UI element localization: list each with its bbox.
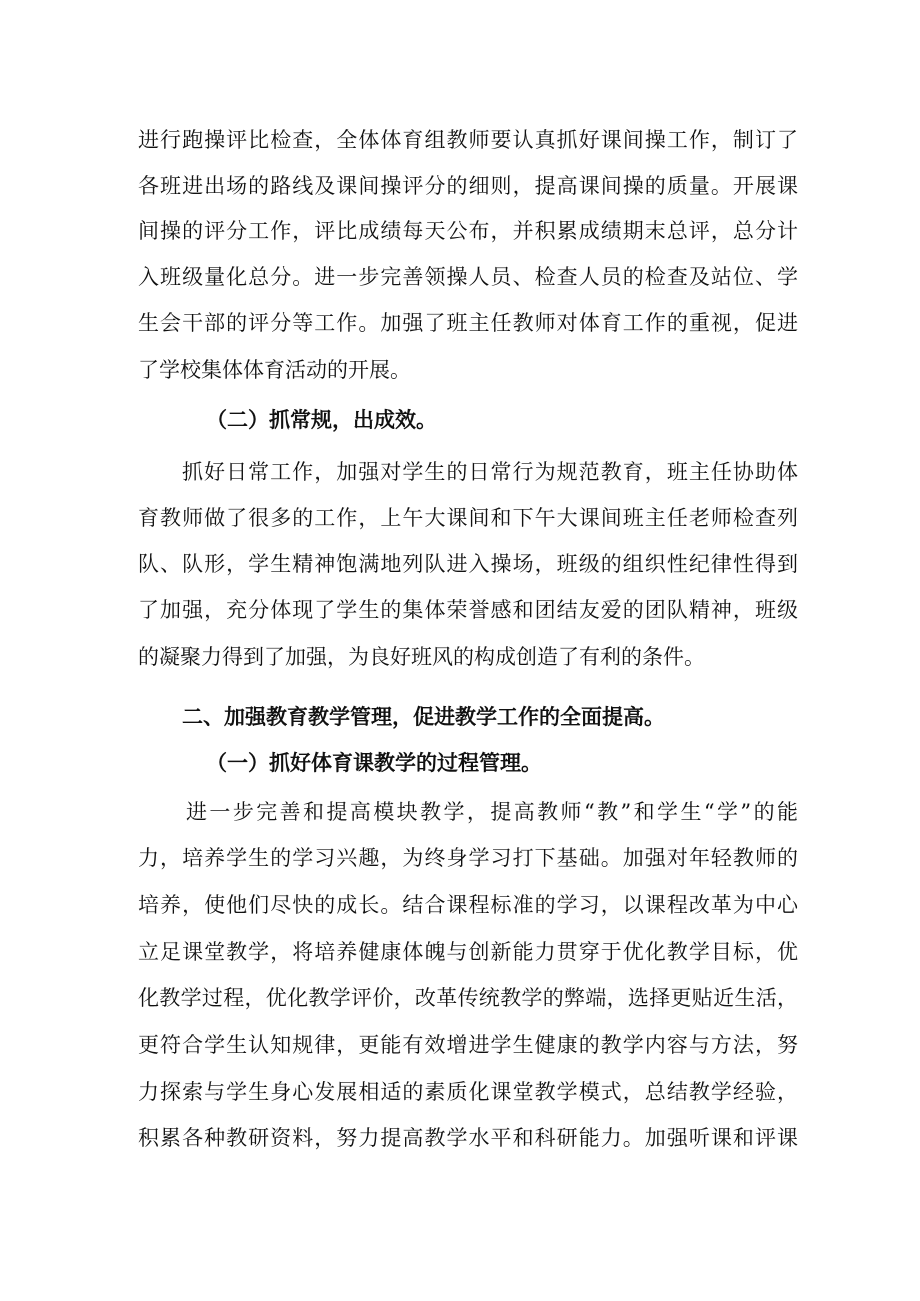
- body-line: 育教师做了很多的工作，上午大课间和下午大课间班主任老师检查列: [138, 506, 798, 530]
- body-line: 了加强，充分体现了学生的集体荣誉感和团结友爱的团队精神，班级: [138, 598, 798, 622]
- body-line: 进行跑操评比检查，全体体育组教师要认真抓好课间操工作，制订了: [138, 128, 798, 152]
- body-line: 积累各种教研资料，努力提高教学水平和科研能力。加强听课和评课: [138, 1126, 798, 1150]
- body-line: 间操的评分工作，评比成绩每天公布，并积累成绩期末总评，总分计: [138, 219, 798, 243]
- section-heading: （二）抓常规，出成效。: [206, 408, 437, 432]
- body-line: 抓好日常工作，加强对学生的日常行为规范教育，班主任协助体: [182, 460, 798, 484]
- body-line: 更符合学生认知规律，更能有效增进学生健康的教学内容与方法，努: [138, 1033, 798, 1057]
- body-line: 生会干部的评分等工作。加强了班主任教师对体育工作的重视，促进: [138, 311, 798, 335]
- body-line: 了学校集体体育活动的开展。: [138, 358, 411, 382]
- body-line: 力探索与学生身心发展相适的素质化课堂教学模式，总结教学经验，: [138, 1080, 798, 1104]
- section-heading: 二、加强教育教学管理，促进教学工作的全面提高。: [182, 705, 665, 729]
- body-line: 力，培养学生的学习兴趣，为终身学习打下基础。加强对年轻教师的: [138, 846, 798, 870]
- body-line: 培养，使他们尽快的成长。结合课程标准的学习，以课程改革为中心: [138, 893, 798, 917]
- body-line: 的凝聚力得到了加强，为良好班风的构成创造了有利的条件。: [138, 645, 705, 669]
- body-line: 队、队形，学生精神饱满地列队进入操场，班级的组织性纪律性得到: [138, 552, 798, 576]
- body-line: 化教学过程，优化教学评价，改革传统教学的弊端，选择更贴近生活，: [138, 986, 798, 1010]
- body-line: 立足课堂教学，将培养健康体魄与创新能力贯穿于优化教学目标，优: [138, 940, 798, 964]
- body-line: 入班级量化总分。进一步完善领操人员、检查人员的检查及站位、学: [138, 265, 798, 289]
- body-line: 进一步完善和提高模块教学，提高教师“教”和学生“学”的能: [186, 800, 798, 824]
- section-heading: （一）抓好体育课教学的过程管理。: [206, 751, 542, 775]
- body-line: 各班进出场的路线及课间操评分的细则，提高课间操的质量。开展课: [138, 174, 798, 198]
